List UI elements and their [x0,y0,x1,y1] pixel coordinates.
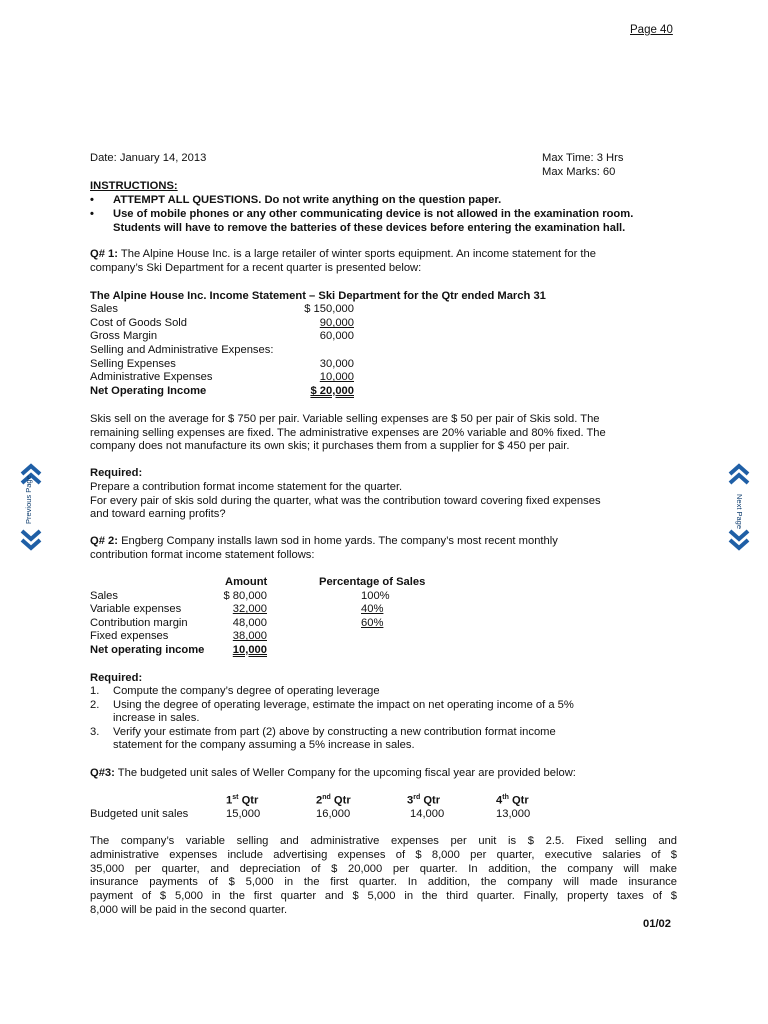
q1-row-value: 30,000 [319,358,354,370]
q2-row-amount: 10,000 [232,644,267,656]
q1-statement-title: The Alpine House Inc. Income Statement – Ski Department for the Qtr ended March 31 [90,290,546,302]
q3-quarter-value: 13,000 [496,808,531,820]
q2-row-label: Contribution margin [90,617,188,629]
list-number: 1. [90,685,100,697]
page-code: 01/02 [643,918,671,930]
page-number: Page 40 [630,24,673,36]
q2-required-heading: Required: [90,672,143,684]
q3-para-line: The company’s variable selling and administrative expenses per unit is $ 2.5. Fixed selling and [90,835,677,847]
q2-row-pct: 100% [361,590,390,602]
q1-row-value: 90,000 [319,317,354,329]
q2-row-label: Net operating income [90,644,205,656]
q2-row-amount: 32,000 [232,603,267,615]
instruction-bullet-1: • ATTEMPT ALL QUESTIONS. Do not write anything on the question paper. [90,194,502,206]
bullet-icon: • [90,194,94,206]
q1-required-heading: Required: [90,467,143,479]
q1-intro: Q# 1: The Alpine House Inc. is a large retailer of winter sports equipment. An income statement for the company’s Ski Department for a recent quarter is presented below: [90,248,596,274]
q1-row-value: $ 20,000 [310,385,354,397]
instruction-bullet-2: • Use of mobile phones or any other communicating device is not allowed in the examination room. Students will have to remove the batteries of these devices before entering the examination hall. [90,208,634,234]
q3-quarter-header: 2nd Qtr [316,794,351,807]
q1-row-label: Selling and Administrative Expenses: [90,344,274,356]
q1-row-label: Sales [90,303,118,315]
exam-date: Date: January 14, 2013 [90,152,207,164]
chevrons-up-icon [726,462,752,486]
q2-label: Q# 2: [90,535,118,547]
q3-quarter-value: 14,000 [410,808,445,820]
q3-quarter-header: 4th Qtr [496,794,529,807]
max-marks: Max Marks: 60 [542,166,616,178]
q1-row-value: 60,000 [319,330,354,342]
q2-row-amount: 48,000 [232,617,267,629]
q1-row-label: Net Operating Income [90,385,207,397]
instructions-heading: INSTRUCTIONS: [90,180,178,192]
q1-row-label: Cost of Goods Sold [90,317,188,329]
list-number: 2. [90,698,100,711]
q3-row-label: Budgeted unit sales [90,808,189,820]
next-page-button[interactable] [726,462,752,552]
q2-row-label: Variable expenses [90,603,182,615]
previous-page-label: Previous Page [24,475,33,524]
q2-required-list: 1. Compute the company’s degree of operating leverage 2. Using the degree of operating leverage, estimate the impact on net operating income of a 5% increase in sales. 3. Verify your estimate from part (2) above by constructing a new contribution format income statement for the company assuming a 5% increase in sales. [90,685,574,751]
q1-required-text: Prepare a contribution format income statement for the quarter. For every pair of skis sold during the quarter, what was the contribution toward covering fixed expenses and toward earning profits? [90,481,601,520]
q2-row-pct: 60% [361,617,384,629]
bullet-icon: • [90,208,94,220]
max-time: Max Time: 3 Hrs [542,152,624,164]
next-page-label: Next Page [735,494,744,530]
q2-row-label: Sales [90,590,118,602]
q3-para-line: 35,000 per quarter, and depreciation of $ 20,000 per quarter. In addition, the company will make [90,863,677,875]
chevrons-down-icon [18,528,44,552]
q3-quarter-header: 1st Qtr [226,794,259,807]
q3-quarter-value: 15,000 [226,808,261,820]
q3-quarter-header: 3rd Qtr [407,794,441,807]
q3-label: Q#3: [90,767,115,779]
chevrons-down-icon [726,528,752,552]
q3-para-line: 8,000 will be paid in the second quarter. [90,904,288,916]
q2-col-amount: Amount [225,576,268,588]
previous-page-button[interactable] [18,462,44,552]
q3-para-line: administrative expenses include advertising expenses of $ 8,000 per quarter, executive salaries of $ [90,849,677,861]
q3-para-line: payment of $ 5,000 in the first quarter and $ 5,000 in the third quarter. Finally, property taxes of $ [90,890,677,902]
list-number: 3. [90,725,100,738]
q2-row-amount: 38,000 [232,630,267,642]
q2-col-percentage: Percentage of Sales [319,576,426,588]
q1-row-value: $ 150,000 [304,303,354,315]
q3-quarter-value: 16,000 [316,808,351,820]
q2-row-amount: $ 80,000 [223,590,267,602]
q1-row-label: Selling Expenses [90,358,176,370]
q1-row-value: 10,000 [319,371,354,383]
q1-row-label: Gross Margin [90,330,158,342]
q2-row-label: Fixed expenses [90,630,169,642]
q1-paragraph: Skis sell on the average for $ 750 per pair. Variable selling expenses are $ 50 per pair of Skis sold. The remaining selling expenses are fixed. The administrative expenses are 20% variable and 80% fixed. The company does not manufacture its own skis; it purchases them from a supplier for $ 450 per pair. [90,413,606,452]
q3-para-line: insurance payments of $ 5,000 in the first quarter. In addition, the company will made insurance [90,876,677,888]
q3-intro: Q#3: The budgeted unit sales of Weller Company for the upcoming fiscal year are provided below: [90,767,576,779]
q2-row-pct: 40% [361,603,384,615]
q1-row-label: Administrative Expenses [90,371,213,383]
q1-label: Q# 1: [90,248,118,260]
q2-intro: Q# 2: Engberg Company installs lawn sod in home yards. The company’s most recent monthly contribution format income statement follows: [90,535,558,561]
